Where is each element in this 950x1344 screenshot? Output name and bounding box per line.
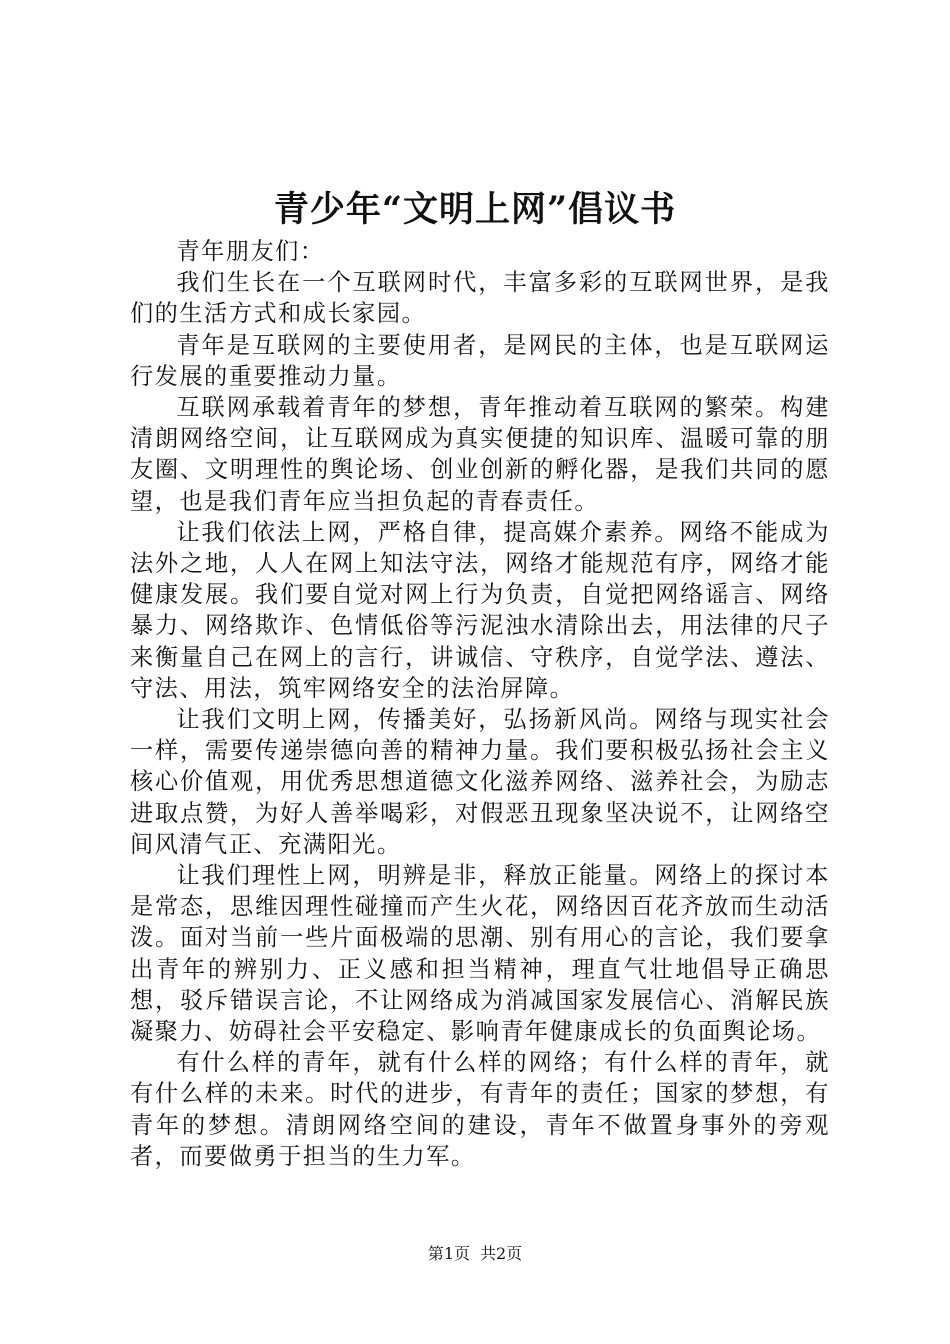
paragraph: 互联网承载着青年的梦想，青年推动着互联网的繁荣。构建清朗网络空间，让互联网成为真实便捷的知识库、温暖可靠的朋友圈、文明理性的舆论场、创业创新的孵化器，是我们共同的愿望，也是我们青年应当担负起的青春责任。 bbox=[130, 394, 830, 515]
page-total: 共2页 bbox=[480, 1244, 523, 1263]
paragraph: 让我们理性上网，明辨是非，释放正能量。网络上的探讨本是常态，思维因理性碰撞而产生火花，网络因百花齐放而生动活泼。面对当前一些片面极端的思潮、别有用心的言论，我们要拿出青年的辨别力、正义感和担当精神，理直气壮地倡导正确思想，驳斥错误言论，不让网络成为消减国家发展信心、消解民族凝聚力、妨碍社会平安稳定、影响青年健康成长的负面舆论场。 bbox=[130, 862, 830, 1046]
salutation: 青年朋友们： bbox=[176, 238, 325, 265]
document-body bbox=[130, 236, 830, 1172]
paragraph: 让我们依法上网，严格自律，提高媒介素养。网络不能成为法外之地，人人在网上知法守法，网络才能规范有序，网络才能健康发展。我们要自觉对网上行为负责，自觉把网络谣言、网络暴力、网络欺诈、色情低俗等污泥浊水清除出去，用法律的尺子来衡量自己在网上的言行，讲诚信、守秩序，自觉学法、遵法、守法、用法，筑牢网络安全的法治屏障。 bbox=[130, 518, 830, 702]
page-footer bbox=[0, 1243, 950, 1265]
paragraph: 有什么样的青年，就有什么样的网络；有什么样的青年，就有什么样的未来。时代的进步，有青年的责任；国家的梦想，有青年的梦想。清朗网络空间的建设，青年不做置身事外的旁观者，而要做勇于担当的生力军。 bbox=[130, 1049, 830, 1170]
document-title: 青少年“文明上网”倡议书 bbox=[273, 189, 677, 230]
page-number: 第1页 bbox=[427, 1244, 470, 1263]
paragraph: 青年是互联网的主要使用者，是网民的主体，也是互联网运行发展的重要推动力量。 bbox=[130, 331, 830, 390]
paragraph: 让我们文明上网，传播美好，弘扬新风尚。网络与现实社会一样，需要传递崇德向善的精神力量。我们要积极弘扬社会主义核心价值观，用优秀思想道德文化滋养网络、滋养社会，为励志进取点赞，为好人善举喝彩，对假恶丑现象坚决说不，让网络空间风清气正、充满阳光。 bbox=[130, 706, 830, 858]
paragraph: 我们生长在一个互联网时代，丰富多彩的互联网世界，是我们的生活方式和成长家园。 bbox=[130, 269, 830, 328]
